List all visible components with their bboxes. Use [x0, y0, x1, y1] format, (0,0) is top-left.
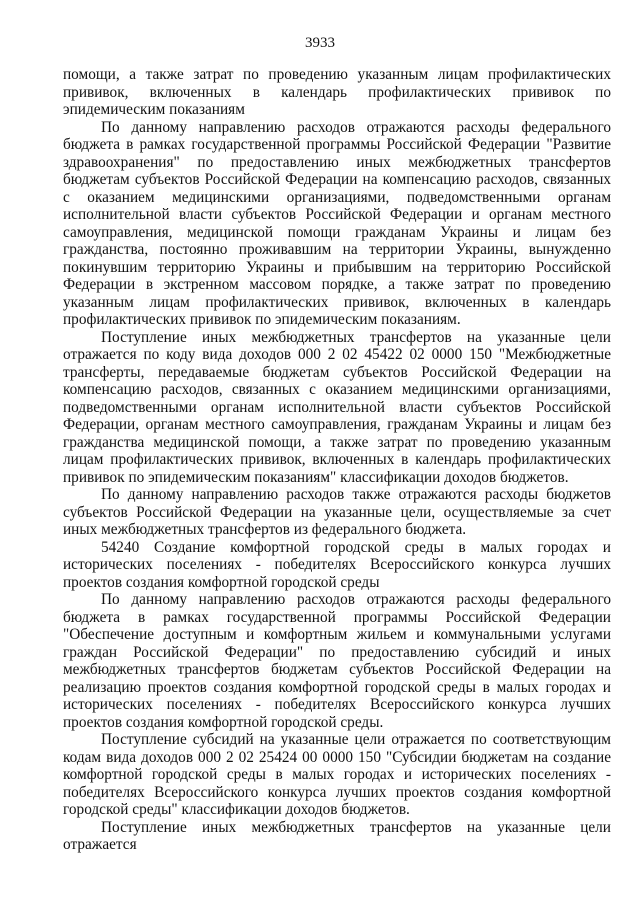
- paragraph-other-transfers: Поступление иных межбюджетных трансфертов на указанные цели отражается: [63, 818, 611, 853]
- page-number: 3933: [305, 35, 335, 51]
- paragraph-continued-measures: помощи, а также затрат по проведению указанным лицам профилактических прививок, включенных в календарь профилактических прививок по эпидемическим показаниям: [63, 66, 611, 118]
- document-body: [63, 66, 611, 854]
- paragraph-federal-budget-health: По данному направлению расходов отражаются расходы федерального бюджета в рамках государственной программы Российской Федерации "Развитие здравоохранения" по предоставлению иных межбюджетных трансфертов бюджетам субъектов Российской Федерации на компенсацию расходов, связанных с оказанием медицинскими организациями, подведомственными органам исполнительной власти субъектов Российской Федерации и органам местного самоуправления, медицинской помощи гражданам Украины и лицам без гражданства, постоянно проживавшим на территории Украины, вынужденно покинувшим территорию Украины и прибывшим на территорию Российской Федерации в экстренном массовом порядке, а также затрат по проведению указанным лицам профилактических прививок, включенных в календарь профилактических прививок по эпидемическим показаниям.: [63, 118, 611, 328]
- paragraph-federal-budget-housing: По данному направлению расходов отражаются расходы федерального бюджета в рамках государственной программы Российской Федерации "Обеспечение доступным и комфортным жильем и коммунальными услугами граждан Российской Федерации" по предоставлению субсидий и иных межбюджетных трансфертов бюджетам субъектов Российской Федерации на реализацию проектов создания комфортной городской среды в малых городах и исторических поселениях - победителях Всероссийского конкурса лучших проектов создания комфортной городской среды.: [63, 591, 611, 731]
- paragraph-transfers-income-code: Поступление иных межбюджетных трансфертов на указанные цели отражается по коду вида доходов 000 2 02 45422 02 0000 150 "Межбюджетные трансферты, передаваемые бюджетам субъектов Российской Федерации на компенсацию расходов, связанных с оказанием медицинскими организациями, подведомственными органам исполнительной власти субъектов Российской Федерации, органам местного самоуправления, гражданам Украины и лицам без гражданства медицинской помощи, а также затрат по проведению указанным лицам профилактических прививок, включенных в календарь профилактических прививок по эпидемическим показаниям" классификации доходов бюджетов.: [63, 328, 611, 486]
- section-heading-54240: 54240 Создание комфортной городской среды в малых городах и исторических поселениях - победителях Всероссийского конкурса лучших проектов создания комфортной городской среды: [63, 538, 611, 591]
- paragraph-regional-budgets: По данному направлению расходов также отражаются расходы бюджетов субъектов Российской Федерации на указанные цели, осуществляемые за счет иных межбюджетных трансфертов из федерального бюджета.: [63, 486, 611, 538]
- paragraph-subsidies-income-code: Поступление субсидий на указанные цели отражается по соответствующим кодам вида доходов 000 2 02 25424 00 0000 150 "Субсидии бюджетам на создание комфортной городской среды в малых городах и исторических поселениях - победителях Всероссийского конкурса лучших проектов создания комфортной городской среды" классификации доходов бюджетов.: [63, 731, 611, 818]
